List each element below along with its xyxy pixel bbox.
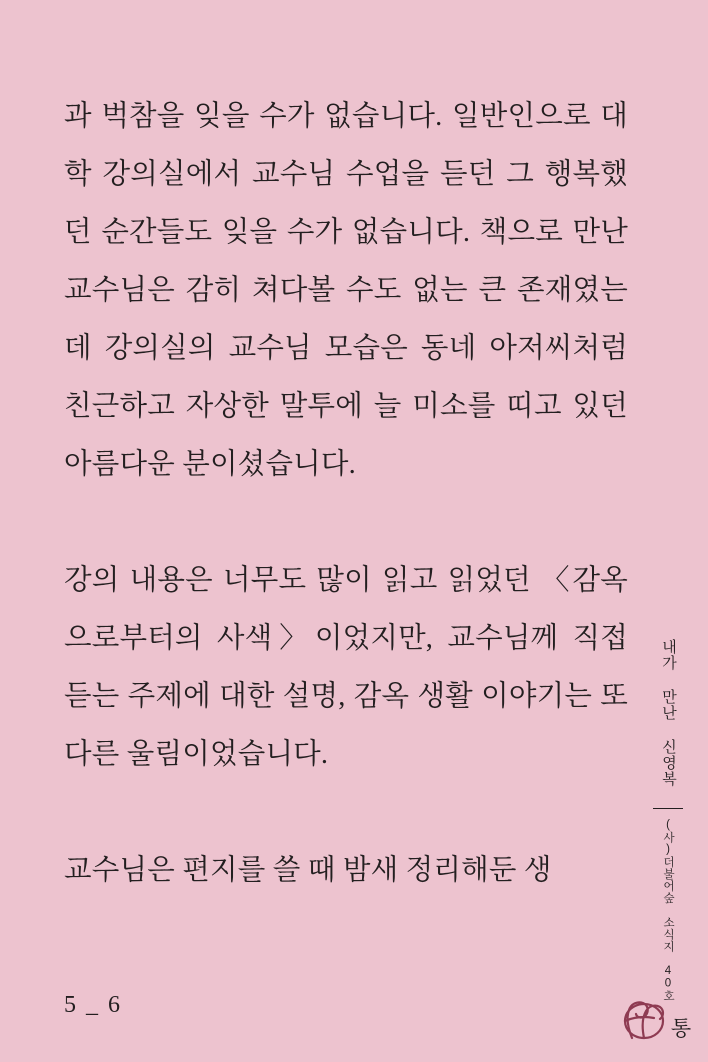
paragraph-2: 강의 내용은 너무도 많이 읽고 읽었던 〈감옥으로부터의 사색〉이었지만, 교수님께 직접 듣는 주제에 대한 설명, 감옥 생활 이야기는 또 다른 울림이었습니다.: [64, 565, 628, 770]
side-rail-subtitle: (사)더불어숲 소식지 40호: [662, 819, 674, 1002]
paragraph-1: 과 벅참을 잊을 수가 없습니다. 일반인으로 대학 강의실에서 교수님 수업을 듣던 그 행복했던 순간들도 잊을 수가 없습니다. 책으로 만난 교수님은 감히 쳐다볼 수도 없는 큰 존재였는데 강의실의 교수님 모습은 동네 아저씨처럼 친근하고 자상한 말투에 늘 미소를 띠고 있던 아름다운 분이셨습니다.: [64, 101, 628, 480]
seal-stamp-icon: [620, 988, 668, 1040]
paragraph-3: 교수님은 편지를 쓸 때 밤새 정리해둔 생: [64, 855, 552, 886]
logo-text: 통: [668, 1017, 691, 1038]
side-rail: [646, 625, 690, 1002]
side-rail-title: 내가 만난 신영복: [660, 638, 677, 787]
page-number: 5 _ 6: [64, 992, 122, 1018]
article-body: [64, 88, 628, 900]
publisher-logo: [620, 978, 692, 1040]
side-rail-divider: [653, 808, 683, 809]
